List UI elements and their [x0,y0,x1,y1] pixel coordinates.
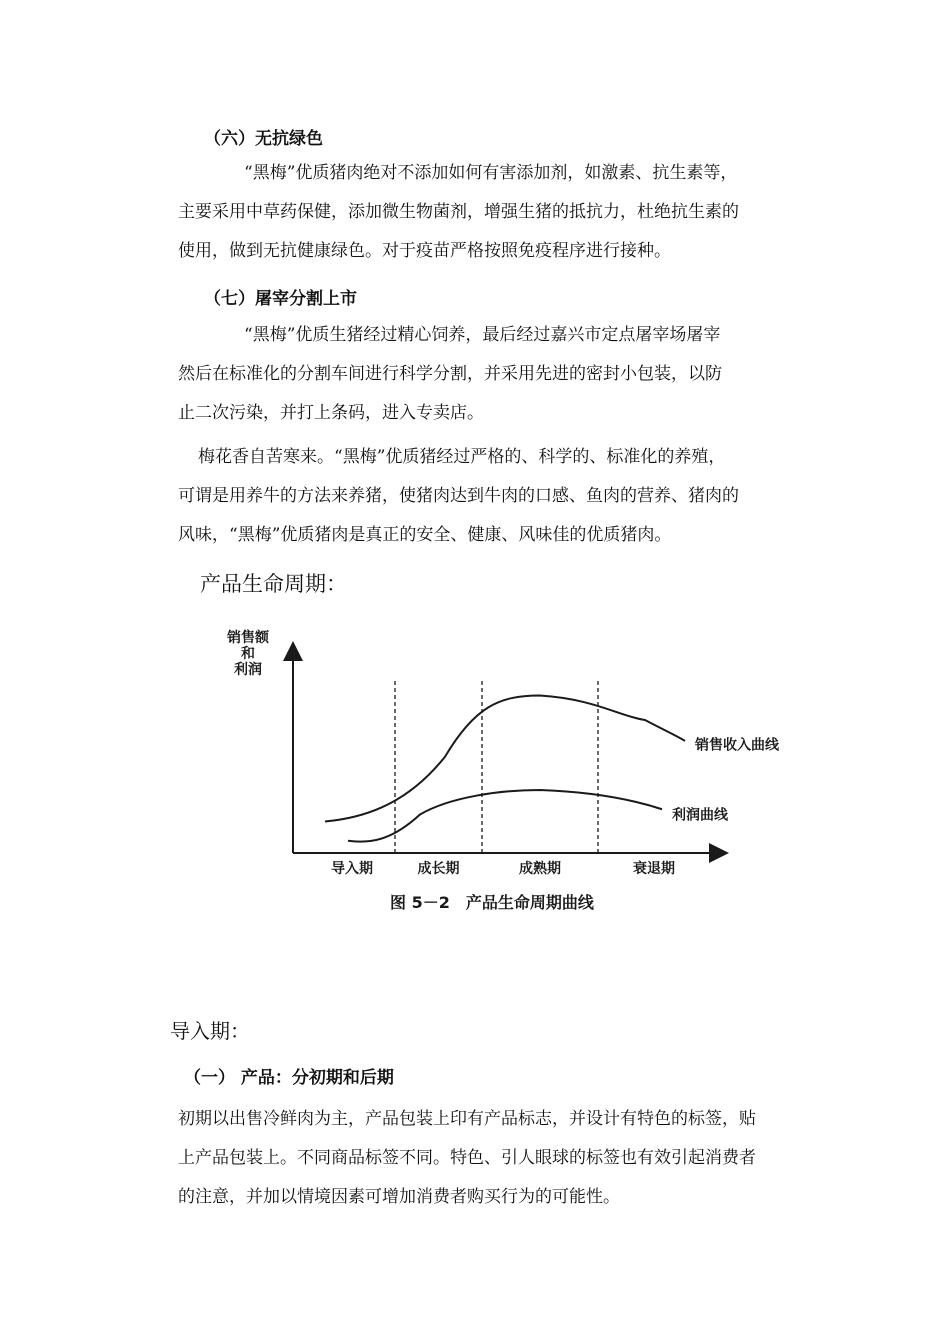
summary-paragraph [178,438,808,555]
section-heading-6: （六）无抗绿色 [204,129,323,149]
text-line: 风味，“黑梅”优质猪肉是真正的安全、健康、风味佳的优质猪肉。 [178,525,672,545]
chart-title: 图 5－2 产品生命周期曲线 [390,893,594,912]
lifecycle-heading: 产品生命周期： [200,572,347,596]
text-line: 初期以出售冷鲜肉为主，产品包装上印有产品标志，并设计有特色的标签，贴 [178,1109,756,1129]
text-line: 上产品包装上。不同商品标签不同。特色、引人眼球的标签也有效引起消费者 [178,1148,756,1168]
intro-paragraph [178,1100,808,1217]
y-axis-label: 利润 [234,662,262,678]
text-line: 主要采用中草药保健，添加微生物菌剂，增强生猪的抵抗力，杜绝抗生素的 [178,202,739,222]
series-label-sales: 销售收入曲线 [695,737,779,754]
text-line: 止二次污染，并打上条码，进入专卖店。 [178,403,484,423]
text-line: “黑梅”优质生猪经过精心饲养，最后经过嘉兴市定点屠宰场屠宰 [244,325,721,345]
section-7-paragraph [178,316,808,433]
section-6-paragraph [178,154,808,271]
text-line: 的注意，并加以情境因素可增加消费者购买行为的可能性。 [178,1187,620,1207]
text-line: 可谓是用养牛的方法来养猪，使猪肉达到牛肉的口感、鱼肉的营养、猪肉的 [178,486,739,506]
y-axis-label: 和 [241,646,255,662]
text-line: 使用，做到无抗健康绿色。对于疫苗严格按照免疫程序进行接种。 [178,241,671,261]
product-subheading: （一） 产品：分初期和后期 [184,1068,394,1088]
x-tick-label: 导入期 [331,861,373,877]
section-heading-7: （七）屠宰分割上市 [204,289,357,309]
y-axis-label: 销售额 [227,630,269,646]
product-lifecycle-chart [200,610,865,930]
text-line: 梅花香自苦寒来。“黑梅”优质猪经过严格的、科学的、标准化的养殖， [198,447,726,467]
intro-stage-heading: 导入期： [170,1019,250,1043]
x-tick-label: 衰退期 [633,861,675,877]
text-line: “黑梅”优质猪肉绝对不添加如何有害添加剂，如激素、抗生素等， [244,163,738,183]
series-label-profit: 利润曲线 [672,807,728,824]
series-line-sales [325,696,685,822]
x-tick-label: 成熟期 [519,861,561,877]
text-line: 然后在标准化的分割车间进行科学分割，并采用先进的密封小包装，以防 [178,364,722,384]
x-tick-label: 成长期 [417,861,460,877]
